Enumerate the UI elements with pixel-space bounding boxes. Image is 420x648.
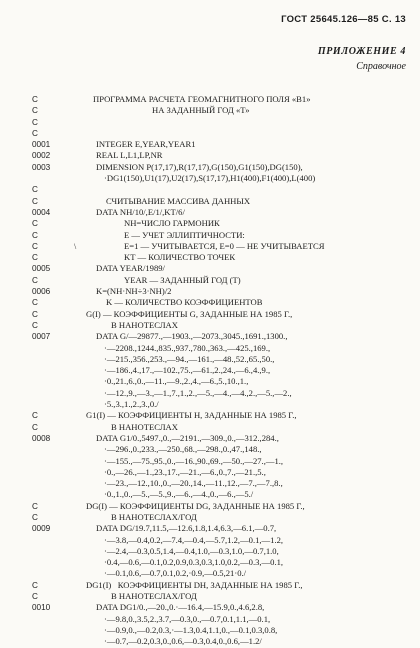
line-text: В НАНОТЕСЛАХ/ГОД [111, 511, 197, 522]
line-text: ·—0.7,—0.2,0.3,0.,0.6,—0.3,0.4,0.,0.6,—1.2/ [104, 636, 262, 647]
line-text: K — КОЛИЧЕСТВО КОЭФФИЦИЕНТОВ [106, 297, 263, 308]
line-label: 0005 [32, 264, 51, 274]
line-label: C [32, 241, 38, 251]
program-listing [0, 94, 420, 648]
line-text: ·—12.,9.,—3.,—1.,7.,1.,2.,—5.,—4.,—4.,2.,—5.,—2., [104, 387, 292, 398]
code-line [0, 263, 420, 274]
line-text: DG1(I) КОЭФФИЦИЕНТЫ DH, ЗАДАННЫЕ НА 1985 Г., [86, 579, 303, 590]
line-label: 0010 [32, 603, 51, 613]
code-line [0, 196, 420, 207]
line-label: C [32, 411, 38, 421]
code-line [0, 422, 420, 433]
line-text: ·—0.1,0.6,—0.7,0.1,0.2,·0.9,—0.5,21·0./ [104, 568, 247, 579]
line-text: ·—296.,0.,233.,—250.,68.,—298.,0.,47.,148., [104, 444, 262, 455]
line-text: НА ЗАДАННЫЙ ГОД «Т» [152, 105, 250, 116]
code-line [0, 410, 420, 421]
line-label: 0007 [32, 332, 51, 342]
line-text: ·0.,1.,0.,—5.,—5.,9.,—6.,—4.,0.,—6.,—5./ [104, 489, 254, 500]
line-label: C [32, 422, 38, 432]
line-label: C [32, 512, 38, 522]
line-text: DATA NH/10/,E/1/,KT/6/ [96, 206, 185, 217]
code-line [0, 467, 420, 478]
code-line [0, 343, 420, 354]
line-text: DATA G1/0.,5497.,0.,—2191.,—309.,0.,—312.,284., [96, 432, 279, 443]
code-line [0, 275, 420, 286]
line-label: 0003 [32, 162, 51, 172]
line-text: В НАНОТЕСЛАХ/ГОД [111, 591, 197, 602]
code-line [0, 241, 420, 252]
code-line [0, 162, 420, 173]
line-text: E=1 — УЧИТЫВАЕТСЯ, E=0 — НЕ УЧИТЫВАЕТСЯ [124, 240, 325, 251]
line-text: В НАНОТЕСЛАХ [111, 421, 178, 432]
code-line [0, 128, 420, 139]
line-text: ·—3.8,—0.4,0.2,—7.4,—0.4,—5.7,1.2,—0.1,—1.2, [104, 534, 284, 545]
line-label: C [32, 219, 38, 229]
line-text: ·—2.4,—0.3,0.5,1.4,—0.4,1.0,—0.3,1.0,—0.7,1.0, [104, 545, 279, 556]
line-text: ·—2208.,1244.,835.,937.,780.,363.,—425.,169., [104, 342, 271, 353]
code-line [0, 331, 420, 342]
code-line [0, 320, 420, 331]
code-line [0, 184, 420, 195]
line-label: C [32, 230, 38, 240]
line-text: DATA YEAR/1989/ [96, 263, 165, 274]
gost-header: ГОСТ 25645.126—85 С. 13 [281, 14, 406, 25]
line-text: K=(NH·NH÷3·NH)/2 [96, 286, 172, 297]
line-label: C [32, 275, 38, 285]
line-text: ·—0.9,0.,—0.2,0.3,·—1.3,0.4,1.1,0.,—0.1,0.3,0.8, [104, 624, 278, 635]
line-label: 0009 [32, 524, 51, 534]
code-line [0, 365, 420, 376]
code-line [0, 456, 420, 467]
appendix-subtitle: Справочное [356, 61, 406, 72]
code-line [0, 444, 420, 455]
line-text: ·—23.,—12.,10.,0.,—20.,14.,—11.,12.,—7.,—7.,8., [104, 478, 283, 489]
code-line [0, 230, 420, 241]
code-line [0, 173, 420, 184]
code-line [0, 535, 420, 546]
line-label: 0004 [32, 207, 51, 217]
line-label: C [32, 298, 38, 308]
line-text: DATA DG1/0.,—20.,0.·—16.4,—15.9,0.,4.6,2.8, [96, 602, 265, 613]
line-label: 0001 [32, 140, 51, 150]
line-text: ·—155.,—75.,95.,0.,—16.,90.,69.,—50.,—27.,—1., [104, 455, 284, 466]
code-line [0, 568, 420, 579]
line-label: C [32, 592, 38, 602]
code-line [0, 286, 420, 297]
appendix-title: ПРИЛОЖЕНИЕ 4 [317, 46, 406, 57]
code-line [0, 591, 420, 602]
line-text: DG(I) — КОЭФФИЦИЕНТЫ DG, ЗАДАННЫЕ НА 1985 Г., [86, 500, 305, 511]
code-line [0, 602, 420, 613]
code-line [0, 105, 420, 116]
code-line [0, 94, 420, 105]
line-label: 0002 [32, 151, 51, 161]
line-text: DIMENSION P(17,17),R(17,17),G(150),G1(150),DG(150), [96, 161, 303, 172]
line-text: ПРОГРАММА РАСЧЕТА ГЕОМАГНИТНОГО ПОЛЯ «В1» [93, 94, 311, 104]
code-line [0, 207, 420, 218]
line-label: C [32, 128, 38, 138]
line-text: E — УЧЕТ ЭЛЛИПТИЧНОСТИ: [124, 229, 245, 240]
line-label: C [32, 309, 38, 319]
code-line [0, 297, 420, 308]
line-text: DATA G/—29877.,—1903.,—2073.,3045.,1691.,1300., [96, 331, 288, 342]
code-line [0, 625, 420, 636]
code-line [0, 252, 420, 263]
code-line [0, 523, 420, 534]
code-line [0, 501, 420, 512]
code-line [0, 546, 420, 557]
line-text: INTEGER E,YEAR,YEAR1 [96, 139, 196, 150]
line-text: G(I) — КОЭФФИЦИЕНТЫ G, ЗАДАННЫЕ НА 1985 Г., [86, 308, 293, 319]
appendix-block [318, 44, 406, 74]
line-text: G1(I) — КОЭФФИЦИЕНТЫ Н, ЗАДАННЫЕ НА 1985 Г., [86, 410, 297, 421]
code-line [0, 218, 420, 229]
line-label: 0006 [32, 287, 51, 297]
code-line [0, 512, 420, 523]
line-text: KT — КОЛИЧЕСТВО ТОЧЕК [124, 252, 236, 263]
code-line [0, 478, 420, 489]
line-label: C [32, 117, 38, 127]
line-text: NH=ЧИСЛО ГАРМОНИК [124, 218, 220, 229]
line-text: ·—9.8,0.,3.5,2.,3.7,—0.3,0.,—0.7,0.1,1.1,—0.1, [104, 613, 271, 624]
line-text: REAL L,L1,LP,NR [96, 150, 163, 161]
line-text: ·—186.,4.,17.,—102.,75.,—61.,2.,24.,—6.,4.,9., [104, 365, 271, 376]
code-line [0, 354, 420, 365]
line-label: C [32, 106, 38, 116]
line-label: 0008 [32, 433, 51, 443]
line-text: ·5.,3.,1.,2.,3.,0./ [104, 399, 159, 410]
line-label: C [32, 501, 38, 511]
code-line [0, 489, 420, 500]
line-label: C [32, 580, 38, 590]
code-line [0, 636, 420, 647]
margin-mark: \ [74, 241, 77, 251]
line-text: СЧИТЫВАНИЕ МАССИВА ДАННЫХ [106, 195, 251, 206]
line-label: C [32, 185, 38, 195]
line-text: ·DG1(150),U1(17),U2(17),S(17,17),H1(400),F1(400),L(400) [104, 173, 316, 184]
code-line [0, 309, 420, 320]
code-line [0, 139, 420, 150]
line-text: ·0.,—26.,—1.,23.,17.,—21.,—6.,0.,7.,—21.,5., [104, 466, 266, 477]
code-line [0, 433, 420, 444]
line-label: C [32, 253, 38, 263]
line-label: C [32, 320, 38, 330]
line-label: C [32, 95, 38, 104]
code-line [0, 388, 420, 399]
code-line [0, 150, 420, 161]
line-text: DATA DG/19.7,11.5,—12.6,1.8,1.4,6.3,—6.1,—0.7, [96, 523, 277, 534]
code-line [0, 614, 420, 625]
line-label: C [32, 196, 38, 206]
code-line [0, 117, 420, 128]
code-line [0, 399, 420, 410]
line-text: ·0.,21.,6.,0.,—11.,—9.,2.,4.,—6.,5.,10.,1., [104, 376, 249, 387]
line-text: ·—215.,356.,253.,—94.,—161.,—48.,52.,65.,50., [104, 353, 275, 364]
line-text: ·0.4,—0.6,—0.1,0.2,0.9,0.3,0.3,1.0,0.2,—0.3,—0.1, [104, 557, 284, 568]
line-text: YEAR — ЗАДАННЫЙ ГОД (Т) [124, 274, 241, 285]
code-line [0, 580, 420, 591]
code-line [0, 557, 420, 568]
line-text: В НАНОТЕСЛАХ [111, 319, 178, 330]
code-line [0, 376, 420, 387]
